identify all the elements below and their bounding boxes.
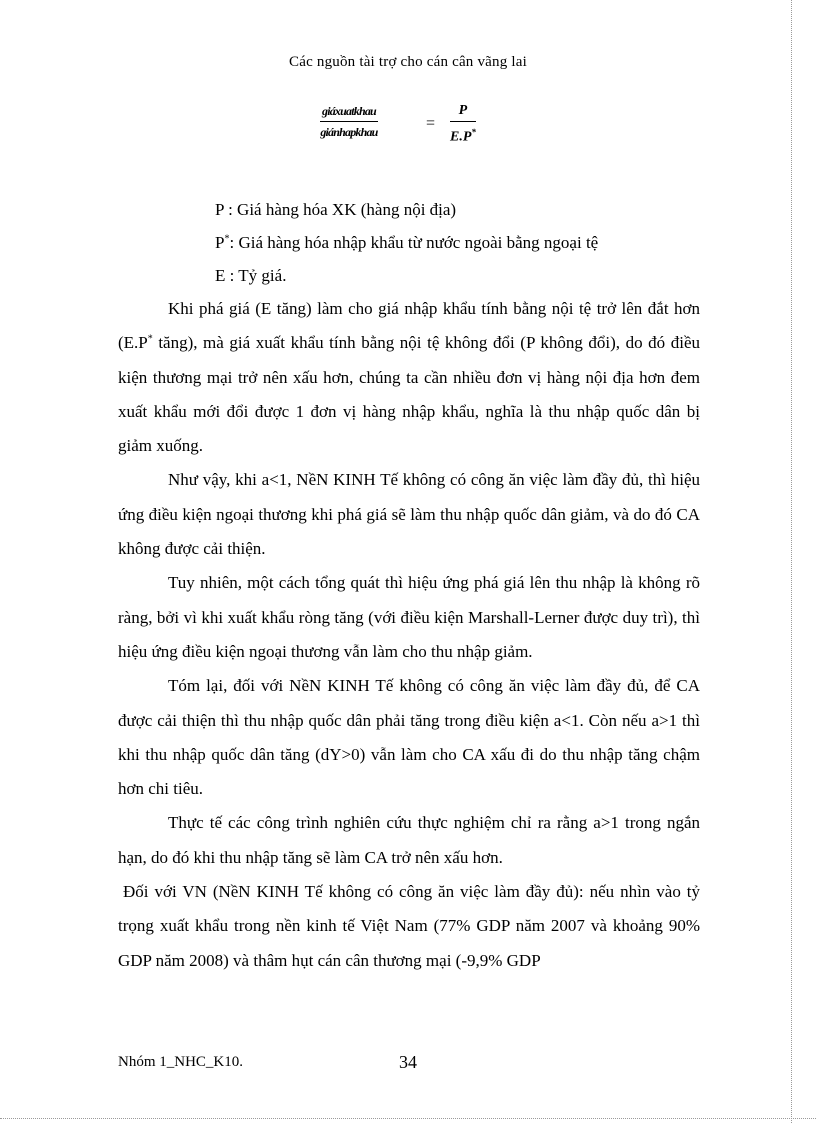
equals-sign: = [426, 115, 436, 132]
pstar-symbol: P [215, 233, 225, 252]
paragraph-summary: Tóm lại, đối với NềN KINH Tế không có công ăn việc làm đầy đủ, để CA được cải thiện thì thu nhập quốc dân phải tăng trong điều kiện a<1. Còn nếu a>1 thì khi thu nhập quốc dân tăng (dY>0) vẫn làm cho CA xấu đi do thu nhập tăng chậm hơn chi tiêu. [118, 676, 700, 799]
pstar-text: : Giá hàng hóa nhập khẩu từ nước ngoài bằng ngoại tệ [229, 233, 599, 252]
pstar-superscript: * [224, 233, 230, 245]
import-price-denominator: giánhapkhau [320, 125, 378, 139]
export-price-numerator: giáxuatkhau [320, 103, 378, 122]
definition-p: P : Giá hàng hóa XK (hàng nội địa) [215, 200, 457, 219]
definition-e: E : Tỷ giá. [215, 266, 287, 285]
paragraph-vietnam: Đối với VN (NềN KINH Tế không có công ăn việc làm đầy đủ): nếu nhìn vào tỷ trọng xuất khẩu trong nền kinh tế Việt Nam (77% GDP năm 2007 và khoảng 90% GDP năm 2008) và thâm hụt cán cân thương mại (-9,9% GDP [118, 882, 700, 970]
terms-of-trade-formula [320, 103, 520, 149]
page-number: 34 [399, 1052, 417, 1072]
paragraph-empirical: Thực tế các công trình nghiên cứu thực nghiệm chỉ ra rằng a>1 trong ngắn hạn, do đó khi thu nhập tăng sẽ làm CA trở nên xấu hơn. [118, 813, 700, 867]
page-border-right [791, 0, 792, 1123]
paragraph-general-effect: Tuy nhiên, một cách tổng quát thì hiệu ứng phá giá lên thu nhập là không rõ ràng, bởi vì khi xuất khẩu ròng tăng (với điều kiện Marshall-Lerner được duy trì), thì hiệu ứng điều kiện ngoại thương vẫn làm cho thu nhập giảm. [118, 573, 700, 661]
paragraph-a-less-than-1: Như vậy, khi a<1, NềN KINH Tế không có công ăn việc làm đầy đủ, thì hiệu ứng điều kiện ngoại thương khi phá giá sẽ làm thu nhập quốc dân giảm, và do đó CA không được cải thiện. [118, 470, 700, 559]
p-over-ep-fraction [450, 103, 476, 146]
paragraph-devaluation [118, 292, 700, 463]
price-ratio-fraction [320, 103, 378, 140]
ep-superscript: * [471, 127, 476, 137]
p-numerator: P [450, 103, 476, 122]
page-border-bottom [0, 1118, 816, 1119]
footer-group-label: Nhóm 1_NHC_K10. [118, 1054, 244, 1070]
paragraph-1-part-b: tăng), mà giá xuất khẩu tính bằng nội tệ không đổi (P không đổi), do đó điều kiện thương mại trở nên xấu hơn, chúng ta cần nhiều đơn vị hàng nội địa hơn đem xuất khẩu mới đổi được 1 đơn vị hàng nhập khẩu, nghĩa là thu nhập quốc dân bị giảm xuống. [118, 333, 700, 456]
paragraph-1-superscript: * [147, 333, 153, 345]
ep-base: E.P [450, 129, 472, 145]
definition-pstar [215, 233, 598, 253]
body-text [118, 292, 700, 978]
paragraph-1-part-a: Khi phá giá (E tăng) làm cho giá nhập khẩu tính bằng nội tệ trở lên đắt hơn (E.P [118, 299, 700, 353]
ep-denominator [450, 122, 476, 146]
page-header: Các nguồn tài trợ cho cán cân vãng lai [289, 54, 527, 70]
